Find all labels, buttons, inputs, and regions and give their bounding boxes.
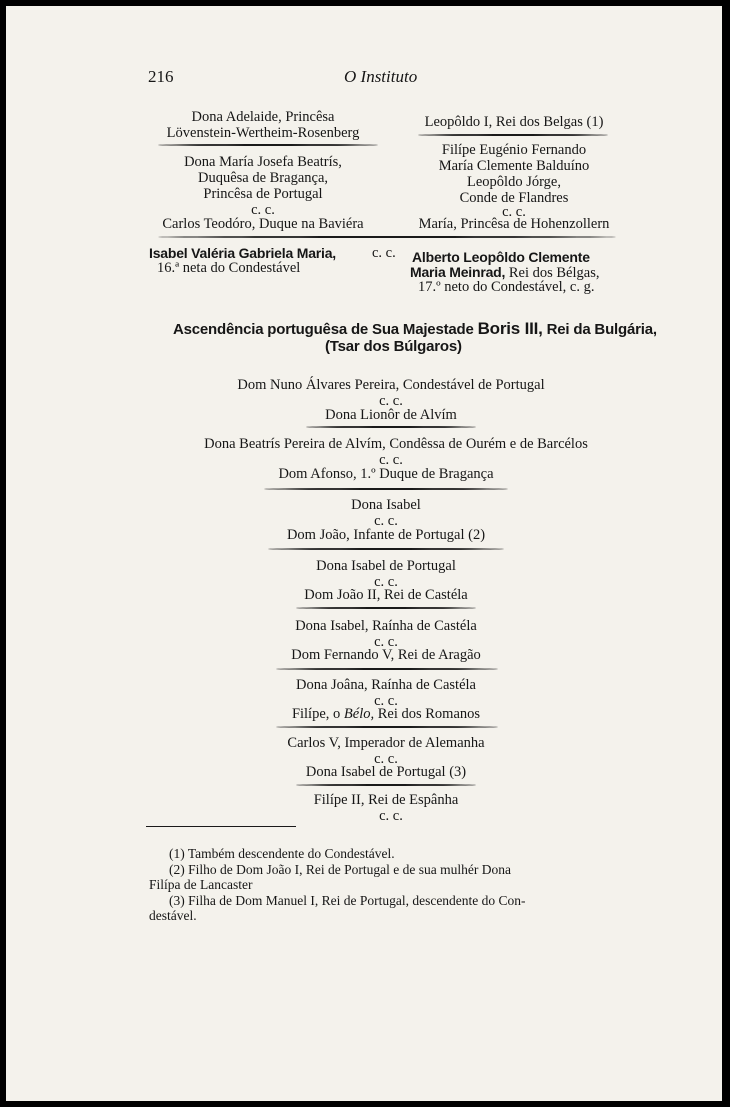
right-line-4: Leopôldo Jórge, [467,174,561,190]
left-line-3: Dona María Josefa Beatrís, [184,154,342,170]
groom-name-1: Alberto Leopôldo Clemente [412,249,590,265]
groom-descent: 17.º neto do Condestável, c. g. [418,279,595,295]
footnote-separator [146,826,296,827]
lineage-12-c: Rei dos Romanos [374,706,481,722]
section-title-part3: Rei da Bulgária, [542,321,657,338]
left-line-5: Princêsa de Portugal [203,186,323,202]
footnote-2b: Filípa de Lancaster [149,877,253,892]
lineage-1: Dom Nuno Álvares Pereira, Condestável de Portugal [237,377,545,393]
lineage-rule-5 [276,668,498,670]
footnote-3b: destável. [149,908,197,923]
marriage-cc: c. c. [372,245,396,261]
lineage-4: Dom Afonso, 1.º Duque de Bragança [278,466,494,482]
footnote-3a: (3) Filha de Dom Manuel I, Rei de Portugal, descendente do Con- [169,893,526,908]
footnote-1: (1) Também descendente do Condestável. [169,846,395,861]
lineage-15: Filípe II, Rei de Espânha [313,792,459,808]
left-line-2: Lövenstein-Wertheim-Rosenberg [166,125,360,141]
bride-descent: 16.ª neta do Condestável [157,260,301,276]
lineage-rule-7 [296,784,476,786]
lineage-cc-6: c. c. [374,693,398,709]
groom-title: Rei dos Bélgas, [505,265,600,281]
left-line-4: Duquêsa de Bragança, [197,170,329,186]
lineage-11: Dona Joâna, Raínha de Castéla [296,677,476,693]
left-rule-1 [158,144,378,146]
lineage-cc-4: c. c. [374,574,398,590]
lineage-rule-4 [296,607,476,609]
left-line-1: Dona Adelaide, Princêsa [191,109,335,125]
bride-name: Isabel Valéria Gabriela Maria, [149,245,336,261]
lineage-cc-5: c. c. [374,634,398,650]
lineage-cc-2: c. c. [379,452,403,468]
page-number: 216 [148,67,174,86]
right-line-3: María Clemente Balduíno [438,158,590,174]
section-title-part2: Boris III, [477,319,543,338]
document-page [6,6,722,1101]
right-line-6: María, Princêsa de Hohenzollern [418,216,610,232]
lineage-9: Dona Isabel, Raínha de Castéla [295,618,477,634]
lineage-12-epithet: Bélo, [343,706,375,722]
right-rule-1 [418,134,608,136]
section-subtitle: (Tsar dos Búlgaros) [325,338,462,355]
right-line-2: Filípe Eugénio Fernando [441,142,587,158]
lineage-12-a: Filípe, o [291,706,344,722]
section-title [173,321,657,338]
journal-title: O Instituto [344,67,418,86]
lineage-cc-1: c. c. [379,393,403,409]
left-line-6: Carlos Teodóro, Duque na Baviéra [162,216,364,232]
lineage-rule-6 [276,726,498,728]
lineage-12 [6,706,730,722]
lineage-14: Dona Isabel de Portugal (3) [305,764,467,780]
lineage-rule-2 [264,488,508,490]
lineage-cc-8: c. c. [379,808,403,824]
left-cc: c. c. [251,202,275,218]
lineage-5: Dona Isabel [351,497,421,513]
lineage-cc-3: c. c. [374,513,398,529]
marriage-rule [158,236,616,238]
lineage-cc-7: c. c. [374,751,398,767]
lineage-2: Dona Lionôr de Alvím [325,407,457,423]
right-line-5: Conde de Flandres [459,190,569,206]
lineage-7: Dona Isabel de Portugal [316,558,456,574]
section-title-part1: Ascendência portuguêsa de Sua Majestade [173,321,478,338]
right-cc: c. c. [502,204,526,220]
groom-name-2-bold: Maria Meinrad, [410,264,506,280]
lineage-rule-1 [306,426,476,428]
lineage-rule-3 [268,548,504,550]
lineage-10: Dom Fernando V, Rei de Aragão [291,647,481,663]
footnote-2a: (2) Filho de Dom João I, Rei de Portugal e de sua mulhér Dona [169,862,511,877]
right-line-1: Leopôldo I, Rei dos Belgas (1) [424,114,604,130]
lineage-3: Dona Beatrís Pereira de Alvím, Condêssa de Ourém e de Barcélos [204,436,588,452]
lineage-13: Carlos V, Imperador de Alemanha [287,735,485,751]
lineage-6: Dom João, Infante de Portugal (2) [286,527,486,543]
lineage-8: Dom João II, Rei de Castéla [304,587,468,603]
